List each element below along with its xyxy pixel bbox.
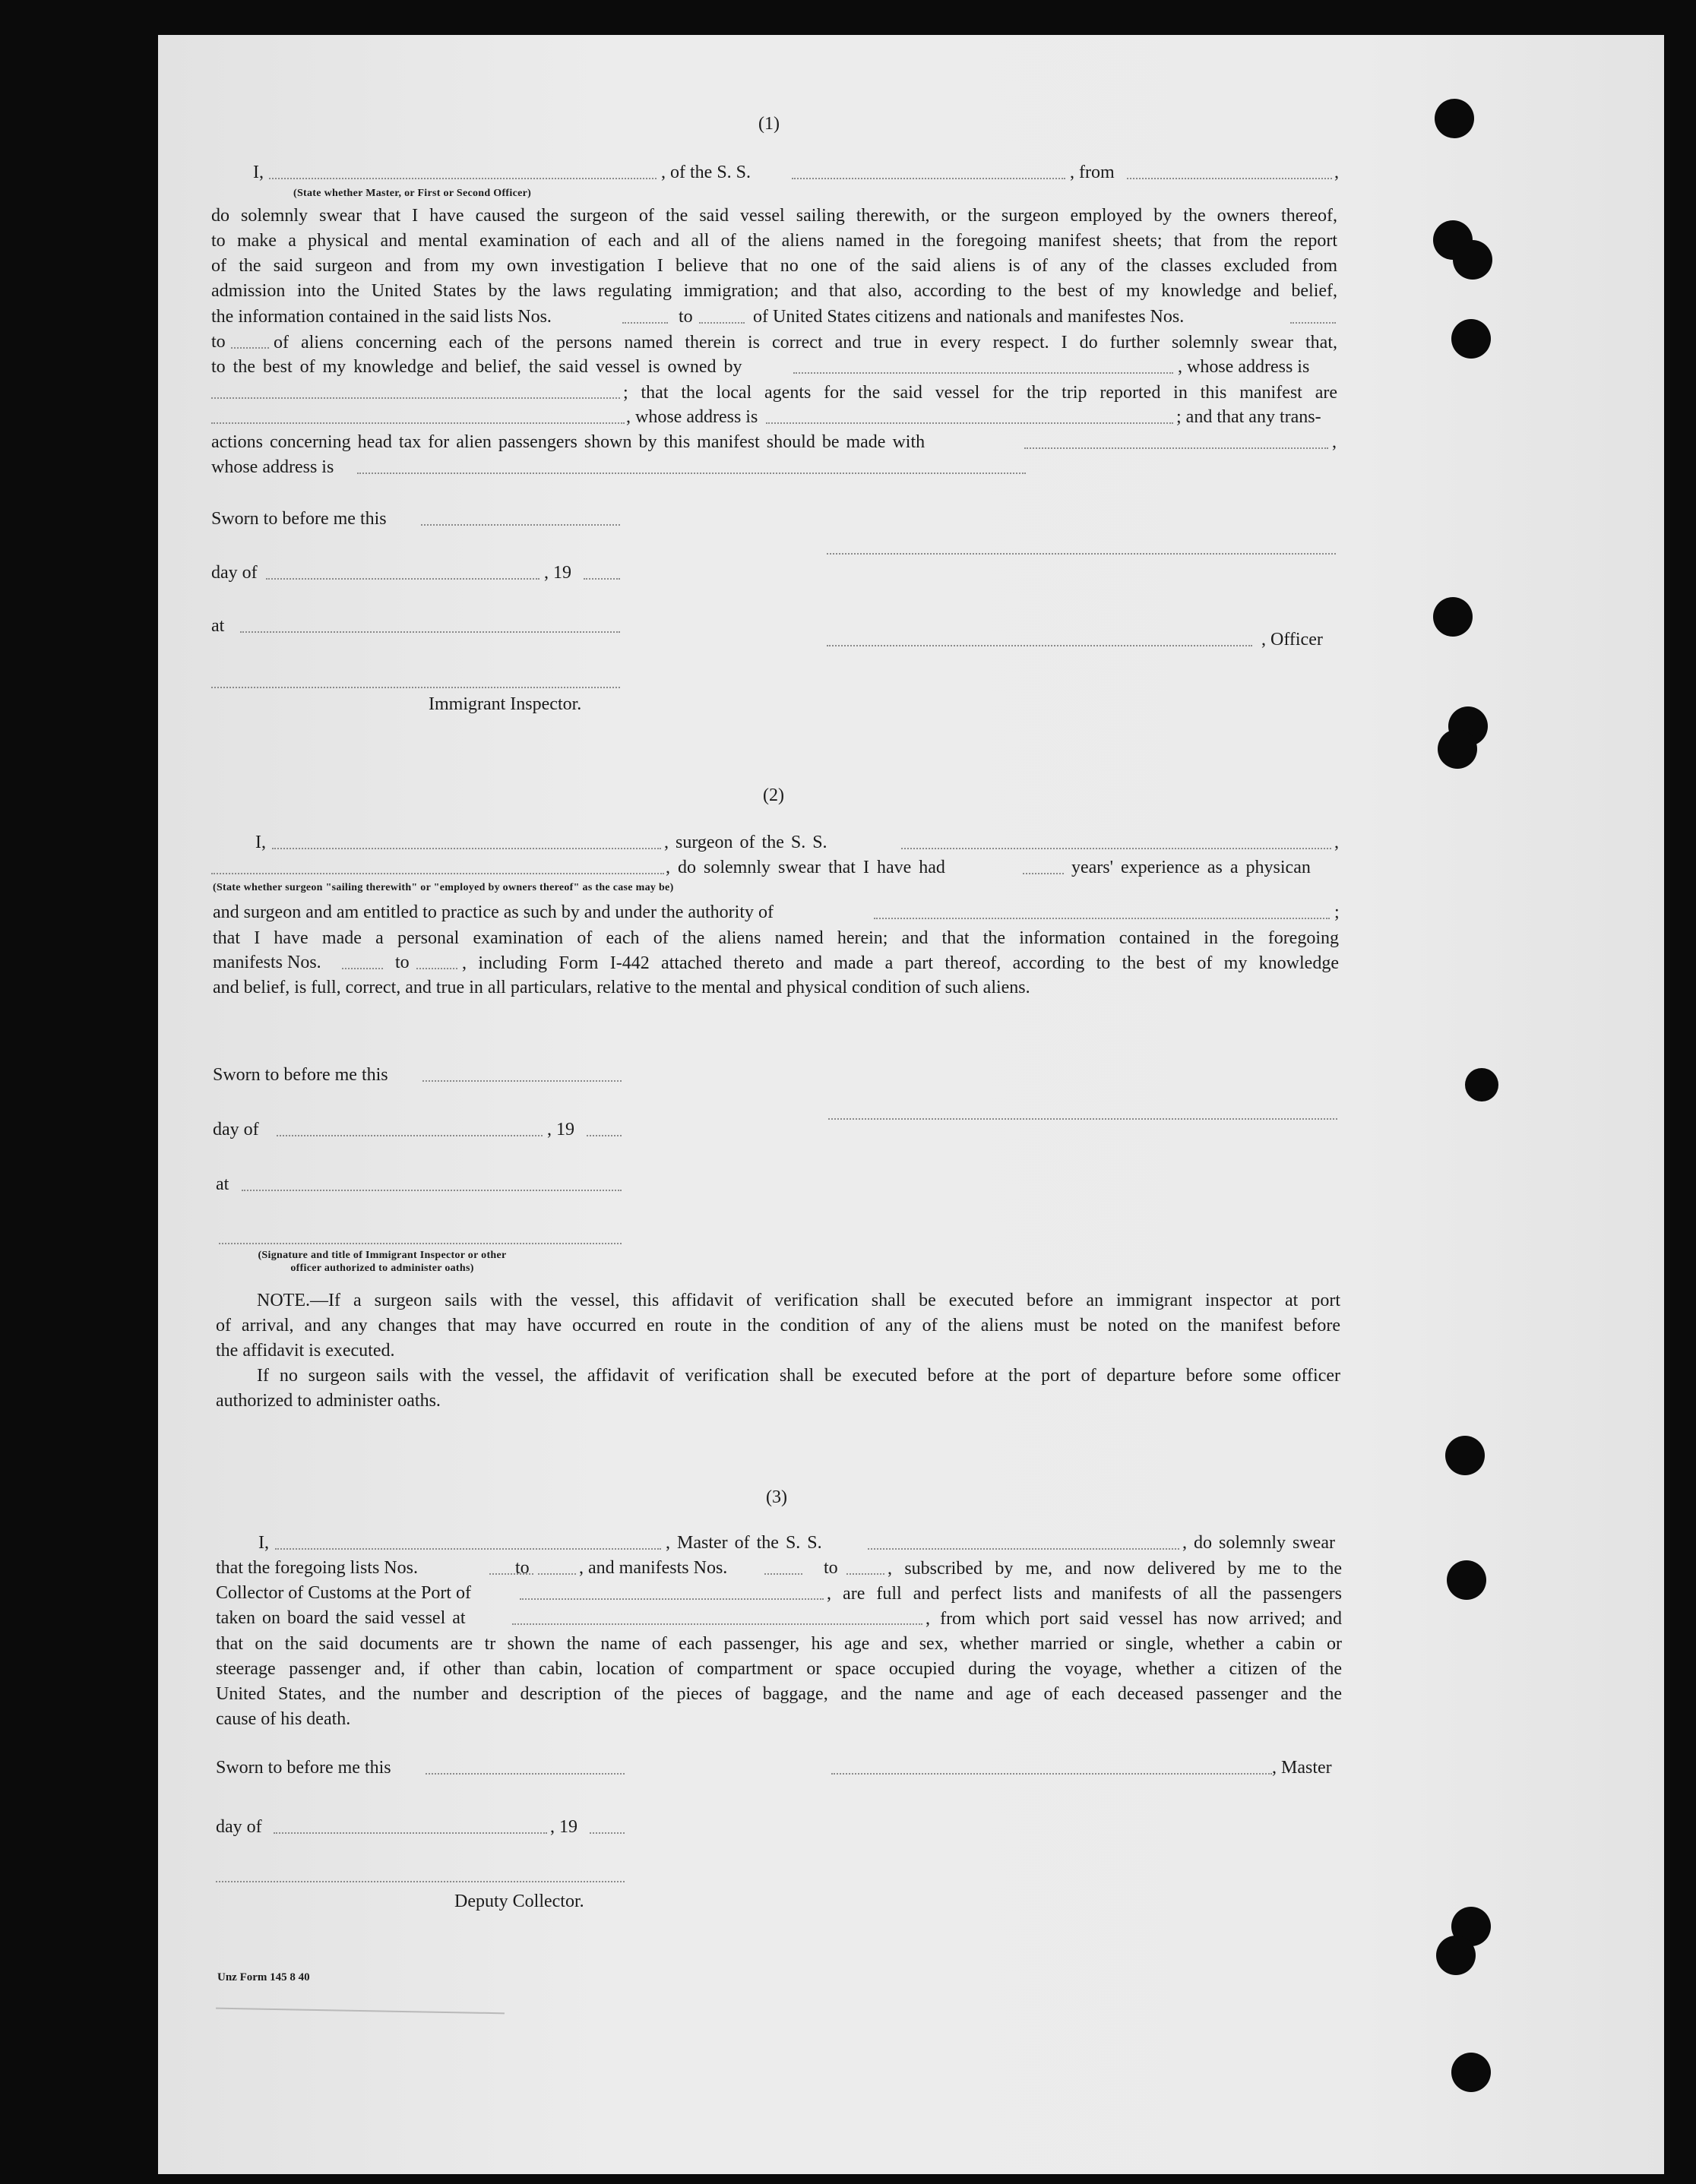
section-1-number: (1) [758,114,780,134]
s1-line1-i: I, [253,163,264,182]
s1-sworn-field[interactable] [421,524,620,526]
s1-line1-from: , from [1070,163,1115,182]
s2-at-field[interactable] [242,1190,622,1191]
s3-l2-to: to [515,1558,530,1578]
s2-sig-caption-line1: (Signature and title of Immigrant Inspector or other [258,1250,507,1261]
punch-hole [1451,2053,1491,2092]
s3-master-label: , Master [1272,1758,1332,1778]
s3-vessel-field[interactable] [868,1548,1179,1550]
s2-note-line: If no surgeon sails with the vessel, the affidavit of verification shall be executed before at the port of departure before some officer [257,1366,1340,1386]
s2-sig-caption-line2: officer authorized to administer oaths) [290,1263,474,1274]
s2-l5-c: , including Form I-442 attached thereto and made a part thereof, according to the best of my knowledge [462,953,1339,973]
s2-l2-b: years' experience as a physican [1071,858,1311,877]
s2-surgeon-field[interactable] [272,848,661,849]
s1-l9-a: , whose address is [626,407,758,427]
s3-body-line: steerage passenger and, if other than cabin, location of compartment or space occupied during the voyage, whether a citizen of the [216,1659,1342,1679]
s3-year-field[interactable] [590,1832,625,1834]
s3-body-line: that on the said documents are tr shown the name of each passenger, his age and sex, whether married or single, whether a cabin or [216,1634,1342,1654]
s1-agents-field[interactable] [211,422,625,424]
s2-authority-field[interactable] [874,918,1330,919]
s1-manifests-from-field[interactable] [1290,322,1336,324]
s2-l1-b: , surgeon of the S. S. [664,833,827,852]
s1-at-field[interactable] [240,631,620,633]
s1-at-label: at [211,616,225,636]
s1-officer-label: , Officer [1261,630,1323,650]
s2-signature-field[interactable] [828,1118,1337,1120]
s3-day-field[interactable] [274,1832,547,1834]
s1-l10-comma: , [1332,432,1337,452]
s2-year-label: , 19 [547,1120,574,1139]
s2-day-label: day of [213,1120,259,1139]
s3-l2-e: , subscribed by me, and now delivered by me to the [888,1559,1342,1579]
punch-hole [1438,729,1477,769]
s2-note-line: of arrival, and any changes that may have occurred en route in the condition of any of the aliens must be noted on the manifest before [216,1316,1340,1335]
punch-hole [1453,240,1492,280]
s3-master-sign-field[interactable] [831,1773,1272,1775]
s2-day-field[interactable] [277,1135,543,1136]
s2-manifests-to-field[interactable] [416,968,457,969]
s1-day-field[interactable] [266,578,539,580]
s2-l3-semicolon: ; [1334,902,1340,922]
s3-body-line: United States, and the number and description of the pieces of baggage, and the name and age of each deceased passenger and the [216,1684,1342,1704]
s1-l5-to: to [679,307,693,327]
s3-collector-field[interactable] [216,1881,625,1882]
s1-owner-address-field[interactable] [211,397,620,399]
s1-agents-address-field[interactable] [766,422,1173,424]
s1-inspector-label: Immigrant Inspector. [429,694,582,714]
s2-manifests-from-field[interactable] [342,968,383,969]
s3-l1-i: I, [258,1533,269,1553]
punch-hole [1445,1436,1485,1475]
s3-sworn-field[interactable] [426,1773,625,1775]
s3-l3-a: Collector of Customs at the Port of [216,1583,471,1603]
s3-master-field[interactable] [275,1548,661,1550]
s1-inspector-field[interactable] [211,687,620,688]
punch-hole [1436,1936,1476,1975]
s1-l5-a: the information contained in the said lists Nos. [211,307,552,327]
s1-l6-to: to [211,332,226,352]
s3-l1-b: , Master of the S. S. [666,1533,822,1553]
s1-l8: ; that the local agents for the said vessel for the trip reported in this manifest are [623,383,1337,403]
s1-lists-to-field[interactable] [699,322,745,324]
s2-sworn-label: Sworn to before me this [213,1065,388,1085]
s1-l6-b: of aliens concerning each of the persons named therein is correct and true in every respect. I do further solemnly swear that, [274,333,1337,352]
s1-l7-a: to the best of my knowledge and belief, the said vessel is owned by [211,357,742,377]
s1-l7-b: , whose address is [1178,357,1310,377]
s2-l5-a: manifests Nos. [213,953,321,972]
section-3-number: (3) [766,1487,787,1507]
s1-manifests-to-field[interactable] [231,347,269,349]
punch-hole [1435,99,1474,138]
s3-lists-to-field[interactable] [538,1573,576,1575]
s1-l5-c: of United States citizens and nationals and manifestes Nos. [753,307,1185,327]
s1-l10-a: actions concerning head tax for alien passengers shown by this manifest should be made with [211,432,926,452]
s3-port-field[interactable] [520,1598,824,1600]
form-page [158,35,1664,2174]
s3-year-label: , 19 [550,1817,577,1837]
punch-hole [1451,319,1491,359]
s2-inspector-sign-field[interactable] [219,1243,622,1244]
section-2-number: (2) [763,785,784,805]
s1-vessel-field[interactable] [792,178,1065,179]
s1-officer-sign-field[interactable] [827,645,1252,646]
s1-officer-field[interactable] [269,178,657,179]
s2-note-line: NOTE.—If a surgeon sails with the vessel, this affidavit of verification shall be executed before an immigrant inspector at port [257,1291,1340,1310]
s3-collector-label: Deputy Collector. [454,1892,584,1911]
s3-taken-field[interactable] [512,1623,922,1625]
s3-day-label: day of [216,1817,262,1837]
s2-l1-i: I, [255,833,266,852]
s1-owner-field[interactable] [793,372,1173,374]
s2-sworn-field[interactable] [422,1080,622,1082]
s2-surgeon-hint: (State whether surgeon "sailing therewith" or "employed by owners thereof" as the case may be) [213,882,674,893]
punch-hole [1465,1068,1498,1101]
s1-day-label: day of [211,563,258,583]
s2-l5-to: to [395,953,410,972]
s3-sworn-label: Sworn to before me this [216,1758,391,1778]
s2-l2-a: , do solemnly swear that I have had [666,858,945,877]
s2-at-label: at [216,1174,229,1194]
s2-note-line: authorized to administer oaths. [216,1391,441,1411]
s2-l4: that I have made a personal examination of each of the aliens named herein; and that the information contained in the foregoing [213,928,1339,948]
s1-body-line: to make a physical and mental examination of each and all of the aliens named in the foregoing manifest sheets; that from the report [211,231,1337,251]
s1-officer-hint: (State whether Master, or First or Second Officer) [293,188,532,199]
s1-body-line: do solemnly swear that I have caused the surgeon of the said vessel sailing therewith, or the surgeon employed by the owners thereof, [211,206,1337,226]
s3-l1-c: , do solemnly swear [1182,1533,1335,1553]
s1-body-line: admission into the United States by the laws regulating immigration; and that also, according to the best of my knowledge and belief, [211,281,1337,301]
s2-l3-a: and surgeon and am entitled to practice as such by and under the authority of [213,902,774,922]
s3-manifests-to-field[interactable] [846,1573,884,1575]
scan-mark [216,2008,505,2015]
s3-l4-b: , from which port said vessel has now arrived; and [926,1609,1342,1629]
s1-l11: whose address is [211,457,334,477]
s1-body-line: of the said surgeon and from my own investigation I believe that no one of the said aliens is of any of the classes excluded from [211,256,1337,276]
s2-vessel-field[interactable] [901,848,1331,849]
s3-body-last: cause of his death. [216,1709,351,1729]
s1-line1-comma: , [1334,163,1339,182]
s2-years-field[interactable] [1023,873,1064,874]
s1-line1-ss: , of the S. S. [661,163,751,182]
s1-lists-from-field[interactable] [622,322,668,324]
s2-sailing-field[interactable] [211,873,664,874]
s2-signature-caption [219,1249,546,1275]
s2-note-line: the affidavit is executed. [216,1341,395,1361]
punch-hole [1433,597,1473,637]
punch-hole [1447,1560,1486,1600]
s1-year-field[interactable] [584,578,620,580]
form-number: Unz Form 145 8 40 [217,1971,310,1983]
s1-l9-b: ; and that any trans- [1176,407,1321,427]
s2-l6: and belief, is full, correct, and true in all particulars, relative to the mental and physical condition of such aliens. [213,978,1030,997]
s3-l2-to2: to [824,1558,838,1578]
s1-year-label: , 19 [544,563,571,583]
s3-l3-b: , are full and perfect lists and manifests of all the passengers [827,1584,1342,1604]
s1-from-field[interactable] [1127,178,1332,179]
s2-year-field[interactable] [587,1135,622,1136]
s1-headtax-address-field[interactable] [357,473,1026,474]
s1-headtax-field[interactable] [1024,447,1328,449]
s2-l1-comma: , [1334,833,1339,852]
s3-manifests-from-field[interactable] [764,1573,802,1575]
s3-l2-a: that the foregoing lists Nos. [216,1558,418,1578]
s1-sworn-label: Sworn to before me this [211,509,387,529]
s1-signature-field[interactable] [827,553,1336,555]
s3-l2-c: , and manifests Nos. [579,1558,728,1578]
s3-l4-a: taken on board the said vessel at [216,1608,466,1628]
